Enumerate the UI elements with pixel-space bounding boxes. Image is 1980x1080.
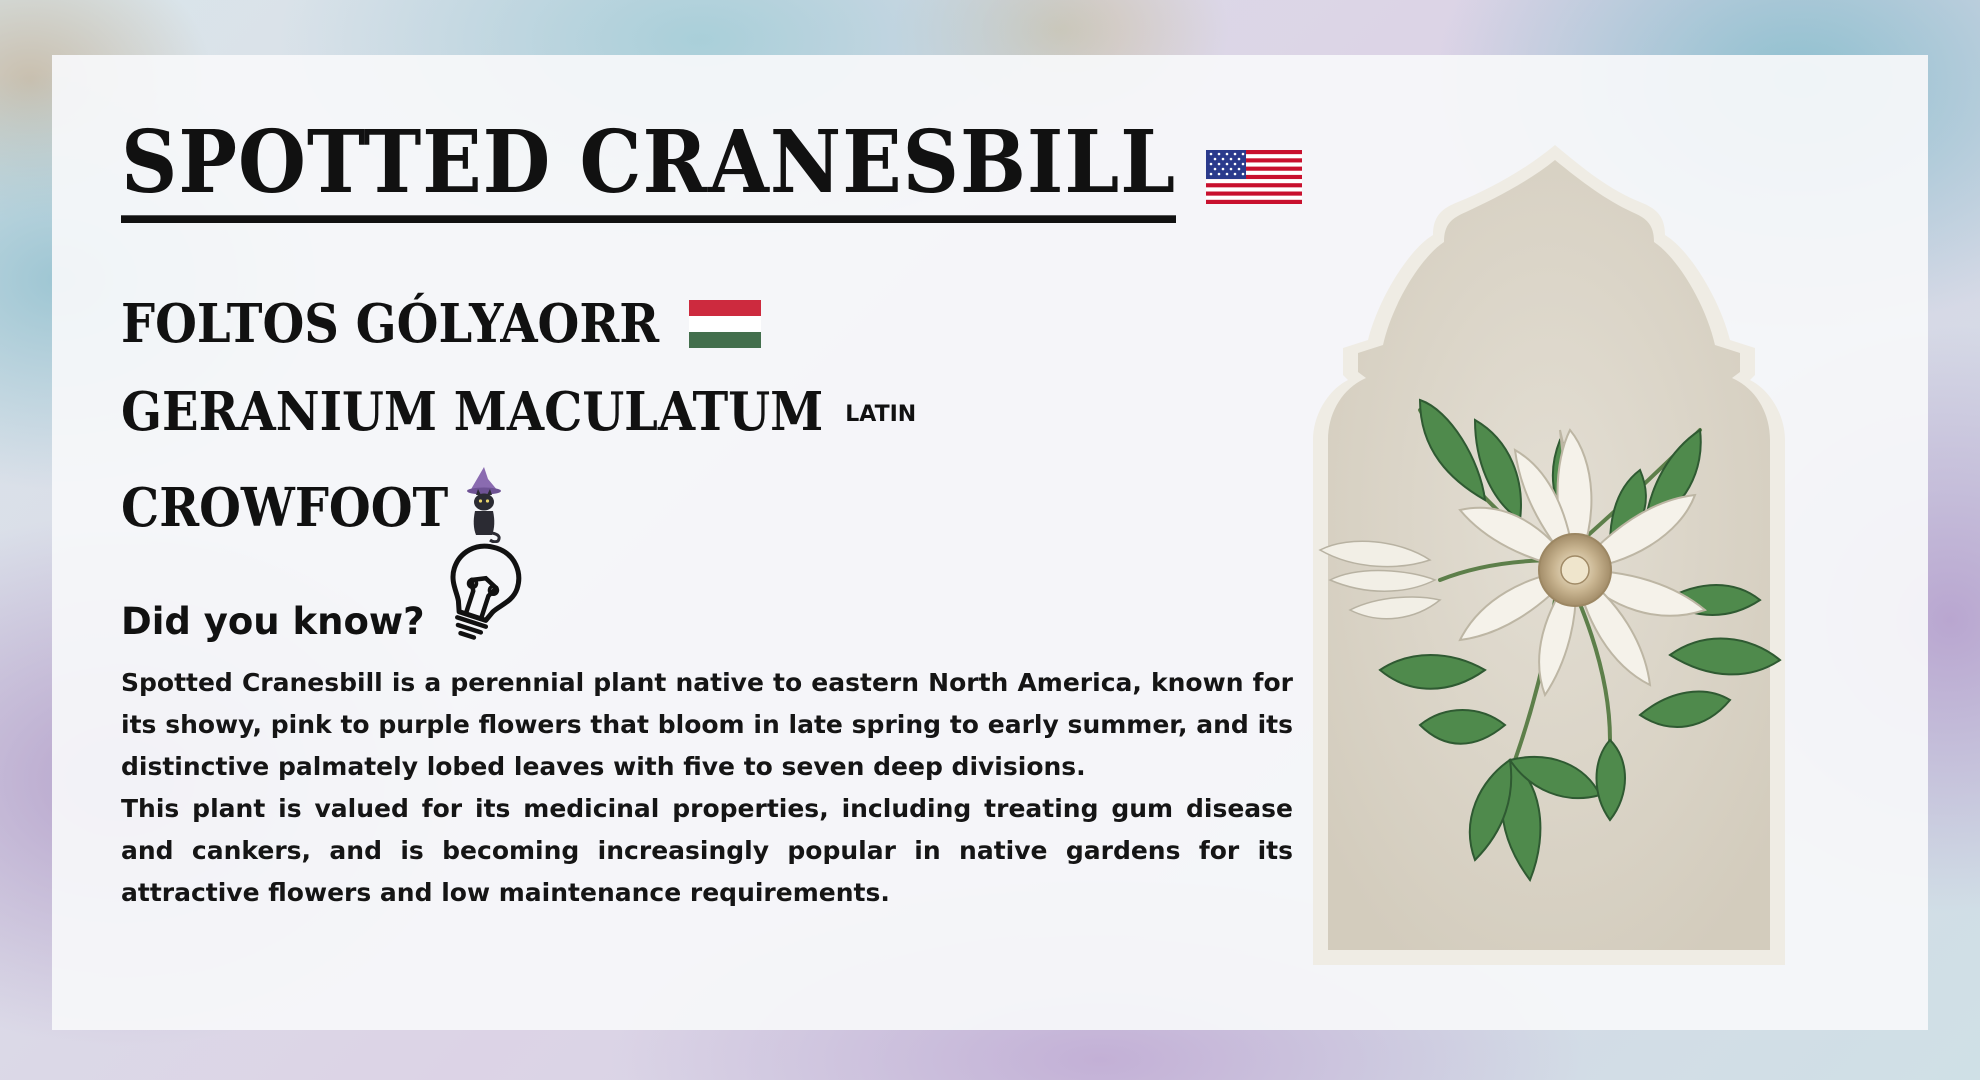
did-you-know-heading: Did you know? [121, 600, 425, 643]
hungary-flag-icon [689, 300, 761, 348]
lightbulb-icon [441, 540, 525, 644]
description-paragraph: Spotted Cranesbill is a perennial plant native to eastern North America, known for its showy, pink to purple flowers that bloom in late spring to early summer, and its distinctive palmately lobed leaves with five to seven deep divisions. [121, 668, 1293, 781]
folk-name: CROWFOOT [121, 476, 449, 540]
witch-cat-icon [464, 465, 504, 543]
did-you-know-row [121, 540, 525, 644]
description-paragraph: This plant is valued for its medicinal properties, including treating gum disease and cankers, and is becoming increasingly popular in native gardens for its attractive flowers and low maintenance requirements. [121, 794, 1293, 907]
description [121, 662, 1293, 914]
hungarian-name: FOLTOS GÓLYAORR [121, 292, 660, 356]
folk-name-row [121, 473, 504, 543]
us-flag-icon [1206, 150, 1302, 204]
latin-name-row [121, 380, 917, 444]
title-row [121, 113, 1302, 223]
page-title: SPOTTED CRANESBILL [121, 121, 1176, 223]
latin-name: GERANIUM MACULATUM [121, 380, 824, 444]
hungarian-name-row [121, 292, 761, 356]
flower-illustration [1310, 140, 1880, 980]
latin-tag: LATIN [845, 401, 917, 427]
